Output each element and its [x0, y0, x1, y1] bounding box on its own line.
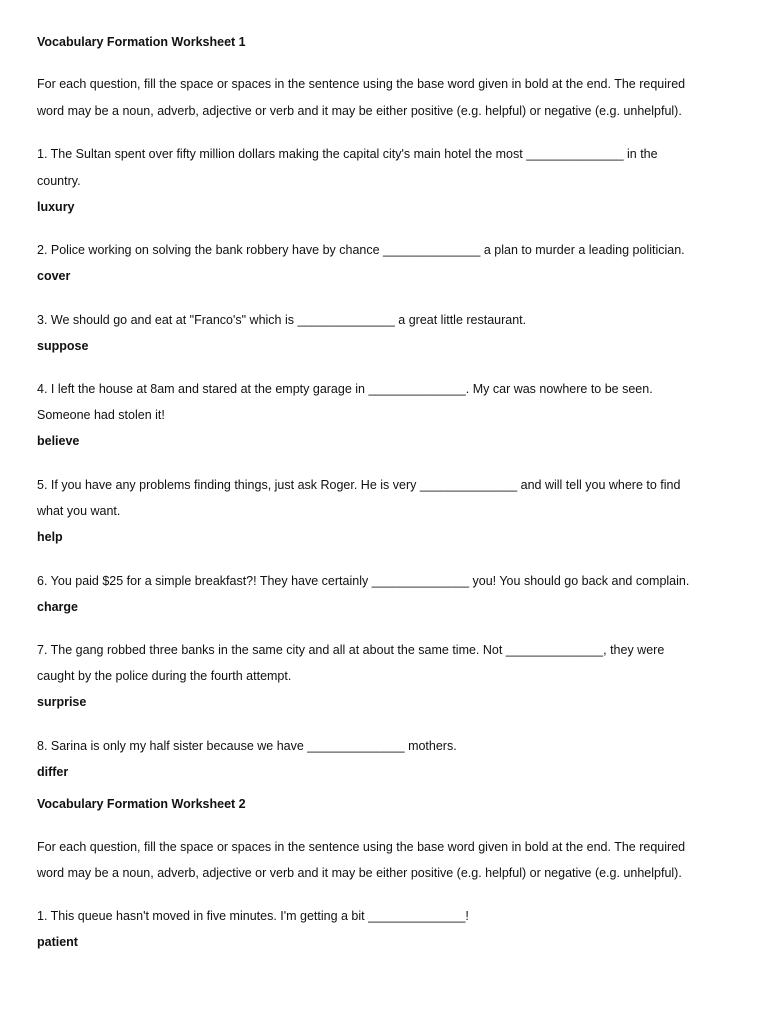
ws2-question-1-text-line-1: 1. This queue hasn't moved in five minutes. I'm getting a bit ______________! [37, 909, 469, 923]
question-7-text-line-2: caught by the police during the fourth attempt. [37, 669, 292, 683]
question-7-text-line-1: 7. The gang robbed three banks in the same city and all at about the same time. Not ______________, they were [37, 643, 665, 657]
question-8-text-line-1: 8. Sarina is only my half sister because we have ______________ mothers. [37, 739, 457, 753]
worksheet1-instructions-line-1: For each question, fill the space or spaces in the sentence using the base word given in bold at the end. The required [37, 77, 686, 91]
question-4-text-line-2: Someone had stolen it! [37, 408, 165, 422]
worksheet2-instructions-line-1: For each question, fill the space or spaces in the sentence using the base word given in bold at the end. The required [37, 840, 686, 854]
question-3-text-line-1: 3. We should go and eat at "Franco's" which is ______________ a great little restaurant. [37, 313, 527, 327]
question-5-text-line-2: what you want. [37, 504, 121, 518]
question-5-text-line-1: 5. If you have any problems finding things, just ask Roger. He is very ______________ and will tell you where to find [37, 478, 681, 492]
worksheet1-title: Vocabulary Formation Worksheet 1 [37, 35, 246, 49]
question-1-text-line-2: country. [37, 174, 81, 188]
question-1-base-word: luxury [37, 200, 75, 214]
ws2-question-1-base-word: patient [37, 935, 78, 949]
question-4-base-word: believe [37, 434, 80, 448]
question-8-base-word: differ [37, 765, 69, 779]
question-5-base-word: help [37, 530, 63, 544]
question-7-base-word: surprise [37, 695, 87, 709]
worksheet1-instructions-line-2: word may be a noun, adverb, adjective or verb and it may be either positive (e.g. helpful) or negative (e.g. unhelpful). [37, 104, 682, 118]
worksheet2-title: Vocabulary Formation Worksheet 2 [37, 797, 246, 811]
question-2-text-line-1: 2. Police working on solving the bank robbery have by chance ______________ a plan to murder a leading politician. [37, 243, 685, 257]
question-2-base-word: cover [37, 269, 71, 283]
question-6-text-line-1: 6. You paid $25 for a simple breakfast?! They have certainly ______________ you! You should go back and complain. [37, 574, 690, 588]
question-3-base-word: suppose [37, 339, 89, 353]
question-4-text-line-1: 4. I left the house at 8am and stared at the empty garage in ______________. My car was nowhere to be seen. [37, 382, 653, 396]
question-6-base-word: charge [37, 600, 78, 614]
worksheet2-instructions-line-2: word may be a noun, adverb, adjective or verb and it may be either positive (e.g. helpful) or negative (e.g. unhelpful). [37, 866, 682, 880]
question-1-text-line-1: 1. The Sultan spent over fifty million dollars making the capital city's main hotel the most ______________ in the [37, 147, 658, 161]
